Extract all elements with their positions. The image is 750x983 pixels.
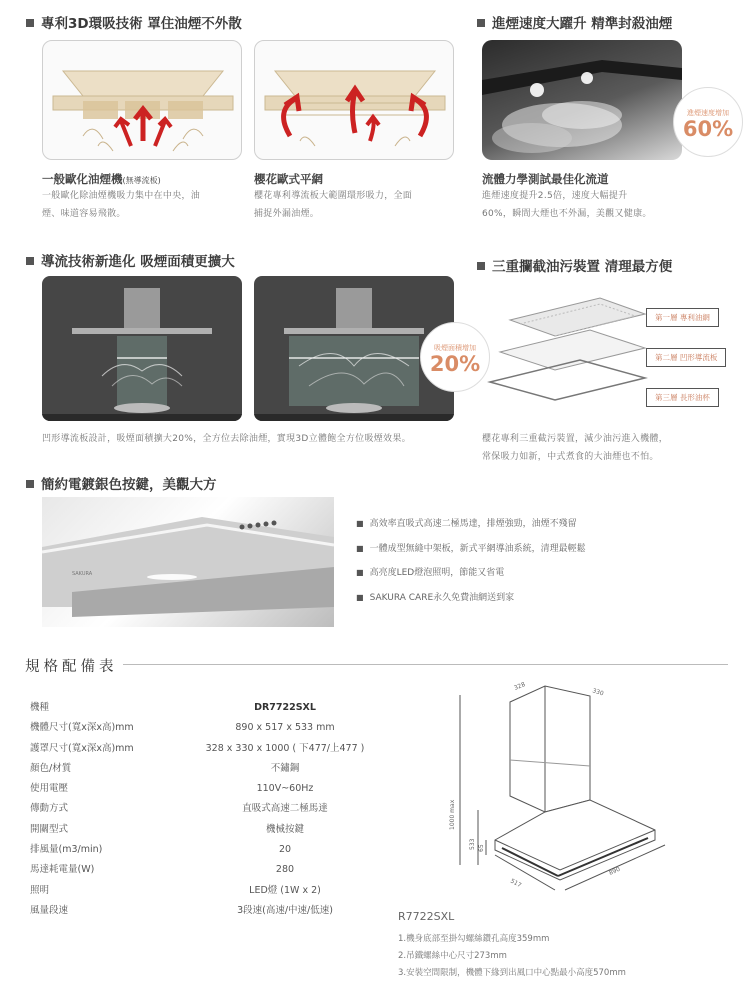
spec-table: [30, 698, 410, 921]
feature-item: ■ 一體成型無縫中架板，新式平網導油系統，清理最輕鬆: [356, 537, 586, 562]
layer-tag-3: 第三層 長形油杯: [646, 388, 719, 407]
dim-depth: 517: [509, 877, 523, 890]
install-note: 1.機身底部至掛勾螺絲鑽孔高度359mm: [398, 934, 550, 944]
section-heading-suction-speed: 進煙速度大躍升 精準封殺油煙: [477, 12, 672, 32]
sakura-hood-desc: 櫻花專利導流板大範圍環形吸力，全面 捕捉外漏油煙。: [254, 191, 413, 219]
smoke-test-photo: [482, 40, 682, 160]
square-bullet-icon: [26, 257, 34, 265]
spec-heading: 規格配備表: [25, 659, 118, 675]
square-bullet-icon: [26, 480, 34, 488]
ordinary-hood-note: (無導流板): [122, 176, 161, 185]
spec-row: 風量段速 3段速(高速/中速/低速): [30, 904, 333, 916]
dim-width: 890: [607, 865, 622, 877]
section-heading-3d-suction: 專利3D環吸技術 罩住油煙不外散: [26, 12, 242, 32]
ordinary-hood-illustration: [42, 40, 242, 160]
suction-area-desc: 凹形導流板設計，吸煙面積擴大20%，全方位去除油煙，實現3D立體飽全方位吸煙效果。: [42, 434, 411, 444]
install-note: 2.吊鐵螺絲中心尺寸273mm: [398, 951, 507, 961]
button-panel-photo: [42, 497, 334, 627]
layer-tag-1: 第一層 專利油網: [646, 308, 719, 327]
square-bullet-icon: [477, 262, 485, 270]
triple-filter-desc: 櫻花專利三重截污裝置，減少油污進入機體， 常保吸力如新，中式煮食的大油煙也不怕。: [482, 434, 669, 462]
spec-row: 機體尺寸(寬x深x高)mm 890 x 517 x 533 mm: [30, 722, 335, 734]
dim-65: 65: [478, 844, 485, 852]
dim-body: 533: [469, 838, 476, 850]
square-bullet-icon: [26, 19, 34, 27]
sakura-hood-illustration: [254, 40, 454, 160]
triple-filter-diagram: [480, 290, 650, 410]
install-notes: [398, 931, 626, 982]
feature-item: ■ SAKURA CARE永久免費油網送到家: [356, 586, 586, 611]
feature-item: ■ 高亮度LED燈泡照明，節能又省電: [356, 561, 586, 586]
spec-row: 使用電壓 110V~60Hz: [30, 783, 314, 795]
install-note: 3.安裝空間限制，機體下緣到出風口中心點最小高度570mm: [398, 968, 626, 978]
section-heading-triple-filter: 三重攔截油污裝置 清理最方便: [477, 255, 672, 275]
fluid-test-desc: 進煙速度提升2.5倍，速度大幅提升 60%，瞬間大煙也不外漏，美觀又健康。: [482, 191, 652, 219]
spec-row: 排風量(m3/min) 20: [30, 844, 292, 856]
feature-item: ■ 高效率直吸式高速二極馬達，排煙強勁，油煙不殘留: [356, 512, 586, 537]
spec-row: 傳動方式 直吸式高速二極馬達: [30, 803, 328, 815]
dim-height: 1000 max: [449, 799, 456, 830]
spec-row: 馬達耗電量(W) 280: [30, 864, 295, 876]
section-heading-suction-area: 導流技術新進化 吸煙面積更擴大: [26, 250, 235, 270]
diagram-model-name: R7722SXL: [398, 910, 455, 923]
layer-tag-2: 第二層 凹形導流板: [646, 348, 726, 367]
sakura-hood-title: 櫻花歐式平網: [254, 172, 323, 186]
area-increase-badge: 吸煙面積增加 20%: [420, 322, 490, 392]
spec-row: 顏色/材質 不鏽鋼: [30, 762, 300, 774]
product-logo: SAKURA: [72, 571, 93, 577]
dim-top-left: 328: [513, 681, 527, 692]
spec-row: 照明 LED燈 (1W x 2): [30, 884, 321, 896]
speed-increase-badge: 進煙速度增加 60%: [673, 87, 743, 157]
square-bullet-icon: [477, 19, 485, 27]
spec-heading-divider: [123, 664, 728, 665]
section-heading-buttons: 簡約電鍍銀色按鍵，美觀大方: [26, 473, 217, 493]
dimension-drawing: [440, 680, 680, 905]
spec-row: 機種 DR7722SXL: [30, 702, 316, 713]
spec-row: 護罩尺寸(寬x深x高)mm 328 x 330 x 1000 ( 下477/上477 ): [30, 742, 365, 754]
ordinary-hood-desc: 一般歐化除油煙機吸力集中在中央，油 煙、味道容易飛散。: [42, 191, 201, 219]
ordinary-suction-area-photo: [42, 276, 242, 421]
fluid-test-title: 流體力學測試最佳化流道: [482, 172, 609, 186]
feature-list: [356, 512, 586, 610]
ordinary-hood-title: 一般歐化油煙機(無導流板): [42, 172, 161, 186]
spec-row: 開關型式 機械按鍵: [30, 823, 304, 835]
dim-top-right: 330: [591, 687, 605, 698]
